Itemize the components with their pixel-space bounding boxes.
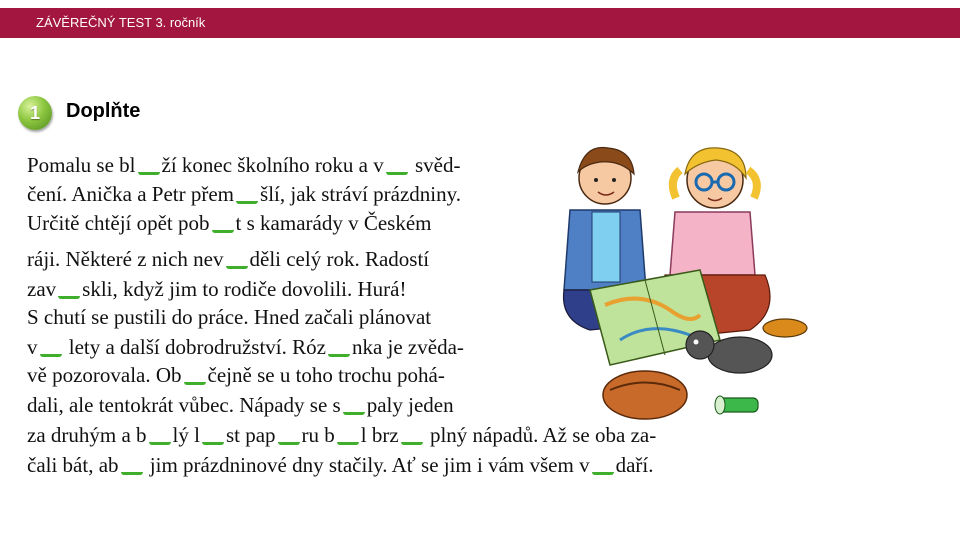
text-segment: děli celý rok. Radostí bbox=[249, 247, 430, 271]
text-segment: v bbox=[27, 335, 38, 359]
text-segment: Pomalu se bl bbox=[27, 153, 136, 177]
blank-gap[interactable] bbox=[226, 266, 248, 269]
text-segment: jim prázdninové dny stačily. Ať se jim i vám všem v bbox=[144, 453, 590, 477]
text-line bbox=[27, 452, 654, 478]
text-line bbox=[27, 152, 460, 178]
exercise-number: 1 bbox=[29, 103, 40, 123]
text-segment: čejně se u toho trochu pohá- bbox=[207, 363, 445, 387]
blank-gap[interactable] bbox=[236, 201, 258, 204]
children-with-map-illustration bbox=[550, 140, 820, 425]
text-segment: daří. bbox=[615, 453, 654, 477]
text-segment: lý l bbox=[172, 423, 200, 447]
text-segment: šlí, jak stráví prázdniny. bbox=[260, 182, 462, 206]
text-line bbox=[27, 276, 406, 302]
text-segment: vě pozorovala. Ob bbox=[27, 363, 182, 387]
blank-gap[interactable] bbox=[149, 442, 171, 445]
blank-gap[interactable] bbox=[121, 472, 143, 475]
blank-gap[interactable] bbox=[401, 442, 423, 445]
blank-gap[interactable] bbox=[138, 172, 160, 175]
text-segment: za druhým a b bbox=[27, 423, 147, 447]
blank-gap[interactable] bbox=[202, 442, 224, 445]
text-segment: zav bbox=[27, 277, 57, 301]
blank-gap[interactable] bbox=[343, 412, 365, 415]
text-segment: ru b bbox=[301, 423, 335, 447]
exercise-number-badge bbox=[18, 96, 52, 130]
text-line bbox=[27, 334, 464, 360]
blank-gap[interactable] bbox=[328, 354, 350, 357]
text-line bbox=[27, 304, 431, 330]
text-line bbox=[27, 422, 656, 448]
text-segment: čali bát, ab bbox=[27, 453, 119, 477]
text-segment: t s kamarády v Českém bbox=[235, 211, 432, 235]
text-segment: ráji. Některé z nich nev bbox=[27, 247, 224, 271]
blank-gap[interactable] bbox=[184, 382, 206, 385]
header-title: ZÁVĚREČNÝ TEST 3. ročník bbox=[36, 15, 206, 30]
text-segment: ží konec školního roku a v bbox=[161, 153, 384, 177]
text-line bbox=[27, 246, 429, 272]
text-segment: paly jeden bbox=[366, 393, 454, 417]
blank-gap[interactable] bbox=[337, 442, 359, 445]
text-line bbox=[27, 392, 454, 418]
text-segment: l brz bbox=[360, 423, 399, 447]
text-segment: st pap bbox=[225, 423, 276, 447]
blank-gap[interactable] bbox=[386, 172, 408, 175]
text-segment: skli, když jim to rodiče dovolili. Hurá! bbox=[82, 277, 407, 301]
text-segment: čení. Anička a Petr přem bbox=[27, 182, 235, 206]
text-segment: nka je zvěda- bbox=[351, 335, 464, 359]
blank-gap[interactable] bbox=[40, 354, 62, 357]
exercise-title: Doplňte bbox=[66, 100, 141, 122]
text-segment: lety a další dobrodružství. Róz bbox=[63, 335, 326, 359]
text-line bbox=[27, 362, 445, 388]
text-segment: plný nápadů. Až se oba za- bbox=[424, 423, 657, 447]
text-segment: dali, ale tentokrát vůbec. Nápady se s bbox=[27, 393, 341, 417]
blank-gap[interactable] bbox=[592, 472, 614, 475]
text-line bbox=[27, 210, 431, 236]
blank-gap[interactable] bbox=[58, 296, 80, 299]
blank-gap[interactable] bbox=[278, 442, 300, 445]
text-segment: Určitě chtějí opět pob bbox=[27, 211, 210, 235]
text-segment: svěd- bbox=[409, 153, 461, 177]
text-line bbox=[27, 181, 461, 207]
text-segment: S chutí se pustili do práce. Hned začali plánovat bbox=[27, 305, 432, 329]
header-bar bbox=[0, 8, 960, 38]
blank-gap[interactable] bbox=[212, 230, 234, 233]
